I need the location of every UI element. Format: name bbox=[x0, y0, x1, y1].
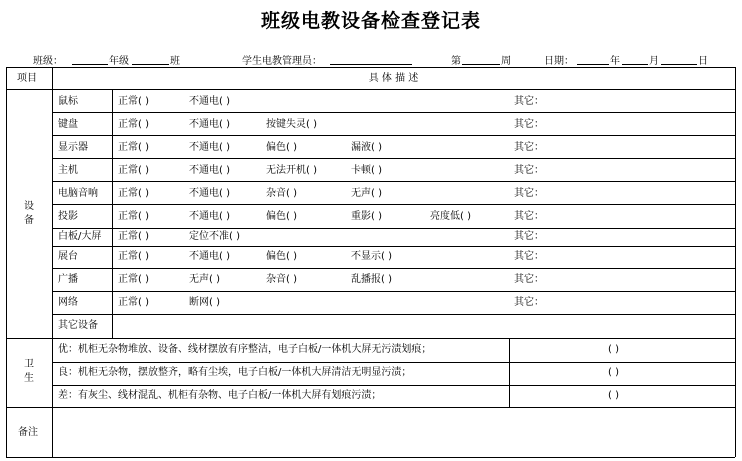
device-section-label: 设 备 bbox=[24, 201, 34, 226]
name-column-divider bbox=[112, 89, 113, 338]
other-label: 其它： bbox=[514, 188, 544, 199]
ban-label: 班 bbox=[170, 56, 180, 67]
check-normal[interactable]: 正常( ) bbox=[118, 251, 149, 262]
other-devices-label: 其它设备 bbox=[58, 320, 98, 331]
other-label: 其它： bbox=[514, 96, 544, 107]
hygiene-description: 优：机柜无杂物堆放、设备、线材摆放有序整洁，电子白板/一体机大屏无污渍划痕； bbox=[58, 344, 432, 355]
remarks-label: 备注 bbox=[18, 427, 38, 438]
device-name: 白板/大屏 bbox=[58, 231, 102, 242]
check-low-brightness[interactable]: 亮度低( ) bbox=[430, 211, 471, 222]
check-normal[interactable]: 正常( ) bbox=[118, 274, 149, 285]
week-blank[interactable] bbox=[462, 64, 500, 65]
row-line bbox=[52, 362, 735, 363]
other-label: 其它： bbox=[514, 274, 544, 285]
check-normal[interactable]: 正常( ) bbox=[118, 142, 149, 153]
day-blank[interactable] bbox=[661, 64, 697, 65]
check-ghosting[interactable]: 重影( ) bbox=[351, 211, 382, 222]
row-line bbox=[52, 135, 735, 136]
device-section-bottom-line bbox=[6, 338, 735, 339]
check-key-failure[interactable]: 按键失灵( ) bbox=[266, 119, 317, 130]
check-no-sound[interactable]: 无声( ) bbox=[351, 188, 382, 199]
mark-column-divider bbox=[509, 338, 510, 407]
row-line bbox=[52, 158, 735, 159]
month-label: 月 bbox=[649, 56, 659, 67]
check-no-power[interactable]: 不通电( ) bbox=[189, 119, 230, 130]
check-lag[interactable]: 卡顿( ) bbox=[351, 165, 382, 176]
manager-blank[interactable] bbox=[330, 64, 412, 65]
date-label: 日期： bbox=[544, 56, 574, 67]
check-normal[interactable]: 正常( ) bbox=[118, 96, 149, 107]
check-normal[interactable]: 正常( ) bbox=[118, 211, 149, 222]
check-no-display[interactable]: 不显示( ) bbox=[351, 251, 392, 262]
row-line bbox=[52, 112, 735, 113]
check-noise[interactable]: 杂音( ) bbox=[266, 274, 297, 285]
check-random-announce[interactable]: 乱播报( ) bbox=[351, 274, 392, 285]
other-label: 其它： bbox=[514, 142, 544, 153]
device-name: 投影 bbox=[58, 211, 78, 222]
remarks-field[interactable] bbox=[53, 408, 734, 456]
check-no-power[interactable]: 不通电( ) bbox=[189, 251, 230, 262]
grade-blank[interactable] bbox=[72, 64, 108, 65]
check-normal[interactable]: 正常( ) bbox=[118, 165, 149, 176]
check-no-power[interactable]: 不通电( ) bbox=[189, 165, 230, 176]
check-normal[interactable]: 正常( ) bbox=[118, 297, 149, 308]
row-line bbox=[52, 268, 735, 269]
year-label: 年 bbox=[610, 56, 620, 67]
month-blank[interactable] bbox=[622, 64, 648, 65]
header-description: 具 体 描 述 bbox=[368, 73, 419, 84]
device-name: 鼠标 bbox=[58, 96, 78, 107]
other-label: 其它： bbox=[514, 297, 544, 308]
check-disconnected[interactable]: 断网( ) bbox=[189, 297, 220, 308]
check-inaccurate-position[interactable]: 定位不准( ) bbox=[189, 231, 240, 242]
device-name: 显示器 bbox=[58, 142, 88, 153]
class-blank[interactable] bbox=[132, 64, 169, 65]
device-name: 展台 bbox=[58, 251, 78, 262]
header-bottom-line bbox=[6, 89, 735, 90]
table-border-left bbox=[6, 67, 7, 457]
check-no-power[interactable]: 不通电( ) bbox=[189, 188, 230, 199]
check-no-power[interactable]: 不通电( ) bbox=[189, 142, 230, 153]
check-noise[interactable]: 杂音( ) bbox=[266, 188, 297, 199]
check-normal[interactable]: 正常( ) bbox=[118, 231, 149, 242]
class-label: 班级： bbox=[33, 56, 63, 67]
other-label: 其它： bbox=[514, 251, 544, 262]
check-color-cast[interactable]: 偏色( ) bbox=[266, 251, 297, 262]
row-line bbox=[52, 204, 735, 205]
other-label: 其它： bbox=[514, 211, 544, 222]
device-name: 广播 bbox=[58, 274, 78, 285]
check-color-cast[interactable]: 偏色( ) bbox=[266, 211, 297, 222]
check-no-power[interactable]: 不通电( ) bbox=[189, 211, 230, 222]
other-label: 其它： bbox=[514, 119, 544, 130]
device-name: 键盘 bbox=[58, 119, 78, 130]
other-label: 其它： bbox=[514, 165, 544, 176]
other-label: 其它： bbox=[514, 231, 544, 242]
table-border-right bbox=[735, 67, 736, 457]
day-label: 日 bbox=[698, 56, 708, 67]
hygiene-section-label: 卫 生 bbox=[24, 359, 34, 384]
week-prefix: 第 bbox=[451, 56, 461, 67]
hygiene-mark[interactable]: ( ) bbox=[608, 344, 619, 355]
check-cannot-boot[interactable]: 无法开机( ) bbox=[266, 165, 317, 176]
device-name: 主机 bbox=[58, 165, 78, 176]
table-border-bottom bbox=[6, 457, 735, 458]
row-line bbox=[52, 314, 735, 315]
check-normal[interactable]: 正常( ) bbox=[118, 188, 149, 199]
grade-label: 年级 bbox=[109, 56, 129, 67]
check-color-cast[interactable]: 偏色( ) bbox=[266, 142, 297, 153]
device-name: 网络 bbox=[58, 297, 78, 308]
row-line bbox=[52, 246, 735, 247]
check-no-power[interactable]: 不通电( ) bbox=[189, 96, 230, 107]
row-line bbox=[52, 385, 735, 386]
hygiene-description: 差：有灰尘、线材混乱、机柜有杂物、电子白板/一体机大屏有划痕污渍； bbox=[58, 390, 382, 401]
week-suffix: 周 bbox=[501, 56, 511, 67]
device-name: 电脑音响 bbox=[58, 188, 98, 199]
table-border-top bbox=[6, 67, 735, 68]
check-leak[interactable]: 漏液( ) bbox=[351, 142, 382, 153]
row-line bbox=[52, 181, 735, 182]
page-title: 班级电教设备检查登记表 bbox=[260, 10, 481, 32]
header-item: 项目 bbox=[17, 73, 37, 84]
check-no-sound[interactable]: 无声( ) bbox=[189, 274, 220, 285]
row-line bbox=[52, 291, 735, 292]
manager-label: 学生电教管理员： bbox=[242, 56, 322, 67]
item-column-divider bbox=[52, 67, 53, 457]
year-blank[interactable] bbox=[577, 64, 609, 65]
hygiene-mark[interactable]: ( ) bbox=[608, 390, 619, 401]
row-line bbox=[52, 228, 735, 229]
check-normal[interactable]: 正常( ) bbox=[118, 119, 149, 130]
hygiene-description: 良：机柜无杂物，摆放整齐，略有尘埃，电子白板/一体机大屏清洁无明显污渍； bbox=[58, 367, 412, 378]
hygiene-mark[interactable]: ( ) bbox=[608, 367, 619, 378]
